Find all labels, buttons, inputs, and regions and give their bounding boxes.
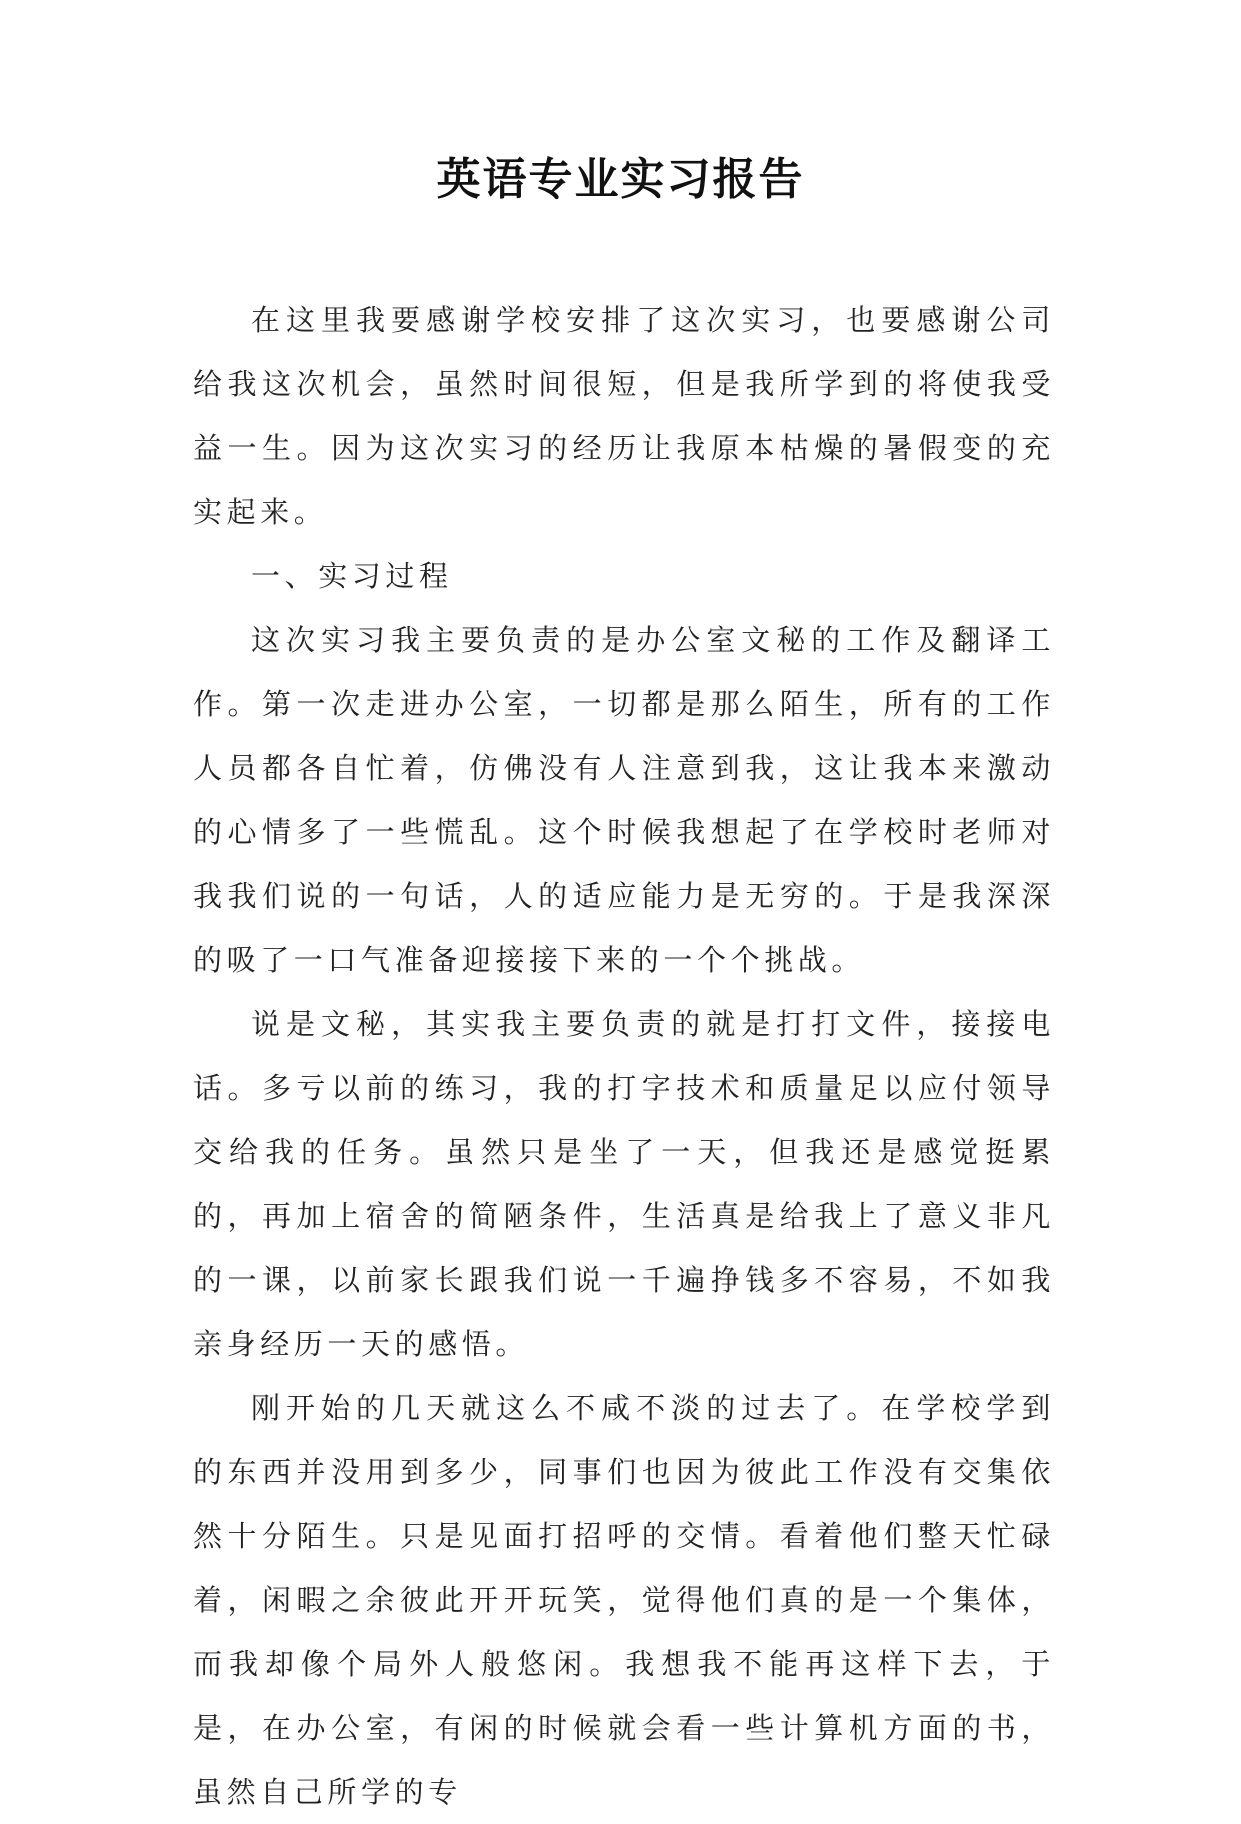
document-title: 英语专业实习报告 (436, 154, 805, 205)
section-heading-internship-process: 一、实习过程 (251, 559, 453, 593)
paragraph-intro: 在这里我要感谢学校安排了这次实习，也要感谢公司给我这次机会，虽然时间很短，但是我所学到的将使我受益一生。因为这次实习的经历让我原本枯燥的暑假变的充实起来。 (193, 303, 1055, 529)
paragraph-first-days: 刚开始的几天就这么不咸不淡的过去了。在学校学到的东西并没用到多少，同事们也因为彼此工作没有交集依然十分陌生。只是见面打招呼的交情。看着他们整天忙碌着，闲暇之余彼此开开玩笑，觉得他们真的是一个集体，而我却像个局外人般悠闲。我想我不能再这样下去，于是，在办公室，有闲的时候就会看一些计算机方面的书，虽然自己所学的专 (193, 1391, 1055, 1809)
document-body (193, 288, 1055, 1824)
paragraph-work-duties: 这次实习我主要负责的是办公室文秘的工作及翻译工作。第一次走进办公室，一切都是那么陌生，所有的工作人员都各自忙着，仿佛没有人注意到我，这让我本来激动的心情多了一些慌乱。这个时候我想起了在学校时老师对我我们说的一句话，人的适应能力是无穷的。于是我深深的吸了一口气准备迎接接下来的一个个挑战。 (193, 623, 1055, 977)
paragraph-secretary-tasks: 说是文秘，其实我主要负责的就是打打文件，接接电话。多亏以前的练习，我的打字技术和质量足以应付领导交给我的任务。虽然只是坐了一天，但我还是感觉挺累的，再加上宿舍的简陋条件，生活真是给我上了意义非凡的一课，以前家长跟我们说一千遍挣钱多不容易，不如我亲身经历一天的感悟。 (193, 1007, 1055, 1361)
